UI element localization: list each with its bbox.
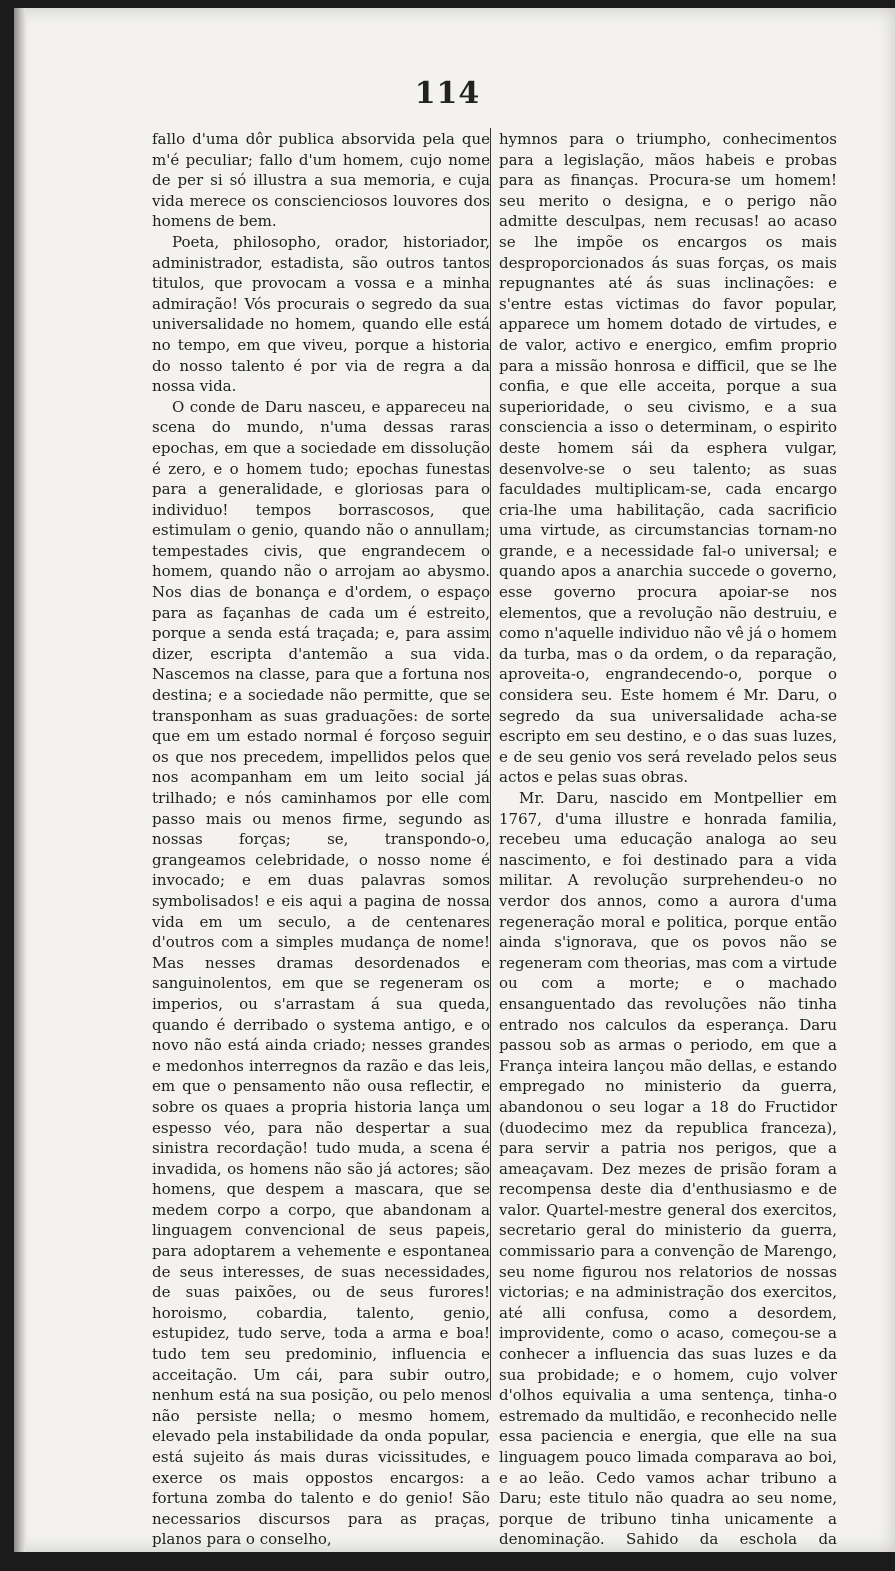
page-number: 114	[414, 76, 481, 111]
paragraph: fallo d'uma dôr publica absorvida pela que m'é peculiar; fallo d'um homem, cujo nome de per si só illustra a sua memoria, e cuja vida merece os conscienciosos louvores dos homens de bem.	[152, 130, 490, 231]
right-column	[499, 129, 837, 1571]
paragraph: Mr. Daru, nascido em Montpellier em 1767, d'uma illustre e honrada familia, recebeu uma educação analoga ao seu nascimento, e foi destinado para a vida militar. A revolução surprehendeu-o no verdor dos annos, como a aurora d'uma regeneração moral e politica, porque então ainda s'ignorava, que os povos não se regeneram com theorias, mas com a virtude ou com a morte; e o machado ensanguentado das revoluções não tinha entrado nos calculos da esperança. Daru passou sob as armas o periodo, em que a França inteira lançou mão dellas, e estando empregado no ministerio da guerra, abandonou o seu logar a 18 do Fructidor (duodecimo mez da republica franceza), para servir a patria nos perigos, que a ameaçavam. Dez mezes de prisão foram a recompensa deste dia d'enthusiasmo e de valor. Quartel-mestre general dos exercitos, secretario geral do ministerio da guerra, commissario para a convenção de Marengo, seu nome figurou nos relatorios de nossas victorias; e na administração dos exercitos, até alli confusa, como a desordem, improvidente, como o acaso, começou-se a conhecer a influencia das suas luzes e da sua probidade; e o homem, cujo volver d'olhos equivalia a uma sentença, tinha-o estremado da multidão, e reconhecido nelle essa paciencia e energia, que elle na sua linguagem pouco limada comparava ao boi, e ao leão. Cedo vamos achar tribuno a Daru; este titulo não quadra ao seu nome, porque de tribuno tinha unicamente a denominação. Sahido da eschola da anarchia,	[499, 789, 837, 1569]
paragraph: O conde de Daru nasceu, e appareceu na scena do mundo, n'uma dessas raras epochas, em que a sociedade em dissolução é zero, e o homem tudo; epochas funestas para a generalidade, e gloriosas para o individuo! tempos borrascosos, que estimulam o genio, quando não o annullam; tempestades civis, que engrandecem o homem, quando não o arrojam ao abysmo. Nos dias de bonança e d'ordem, o espaço para as façanhas de cada um é estreito, porque a senda está traçada; e, para assim dizer, escripta d'antemão a sua vida. Nascemos na classe, para que a fortuna nos destina; e a sociedade não permitte, que se transponham as suas graduações: de sorte que em um estado normal é forçoso seguir os que nos precedem, impellidos pelos que nos acompanham em um leito social já trilhado; e nós caminhamos por elle com passo mais ou menos firme, segundo as nossas forças; se, transpondo-o, grangeamos celebridade, o nosso nome é invocado; e em duas palavras somos symbolisados! e eis aqui a pagina de nossa vida em um seculo, a de centenares d'outros com a simples mudança de nome! Mas nesses dramas desordenados e sanguinolentos, em que se regeneram os imperios, ou s'arrastam á sua queda, quando é derribado o systema antigo, e o novo não está ainda criado; nesses grandes e medonhos interregnos da razão e das leis, em que o pensamento não ousa reflectir, e sobre os quaes a propria historia lança um espesso véo, para não despertar a sua sinistra recordação! tudo muda, a scena é invadida, os homens não são já actores; são homens, que despem a mascara, que se medem corpo a corpo, que abandonam a linguagem convencional de seus papeis, para adoptarem a vehemente e espontanea de seus interesses, de suas necessidades, de suas paixões, ou de seus furores! horoismo, cobardia, talento, genio, estupidez, tudo serve, toda a arma e boa! tudo tem seu predominio, influencia e acceitação. Um cái, para subir outro, nenhum está na sua posição, ou pelo menos não persiste nella; o mesmo homem, elevado pela instabilidade da onda popular, está sujeito ás mais duras vicissitudes, e exerce os mais oppostos encargos: a fortuna zomba do talento e do genio! São necessarios discursos para as praças, planos para o conselho,	[152, 397, 490, 1549]
left-column	[152, 129, 490, 1550]
page-spine-shadow	[14, 8, 26, 1552]
column-divider	[490, 128, 491, 1400]
paragraph: Poeta, philosopho, orador, historiador, administrador, estadista, são outros tantos titulos, que provocam a vossa e a minha admiração! Vós procurais o segredo da sua universalidade no homem, quando elle está no tempo, em que viveu, porque a historia do nosso talento é por via de regra a da nossa vida.	[152, 232, 490, 396]
paragraph: hymnos para o triumpho, conhecimentos para a legislação, mãos habeis e probas para as finanças. Procura-se um homem! seu merito o designa, e o perigo não admitte desculpas, nem recusas! ao acaso se lhe impõe os encargos os mais desproporcionados ás suas forças, os mais repugnantes até ás suas inclinações: e s'entre estas victimas do favor popular, apparece um homem dotado de virtudes, e de valor, activo e energico, emfim proprio para a missão honrosa e difficil, que se lhe confia, e que elle acceita, porque a sua superioridade, o seu civismo, e a sua consciencia a isso o determinam, o espirito deste homem sái da esphera vulgar, desenvolve-se o seu talento; as suas faculdades multiplicam-se, cada encargo cria-lhe uma habilitação, cada sacrificio uma virtude, as circumstancias tornam-no grande, e a necessidade fal-o universal; e quando apos a anarchia succede o governo, esse governo procura apoiar-se nos elementos, que a revolução não destruiu, e como n'aquelle individuo não vê já o homem da turba, mas o da ordem, o da reparação, aproveita-o, engrandecendo-o, porque o considera seu. Este homem é Mr. Daru, o segredo da sua universalidade acha-se escripto em seu destino, e o das suas luzes, e de seu genio vos será revelado pelos seus actos e pelas suas obras.	[499, 130, 837, 787]
